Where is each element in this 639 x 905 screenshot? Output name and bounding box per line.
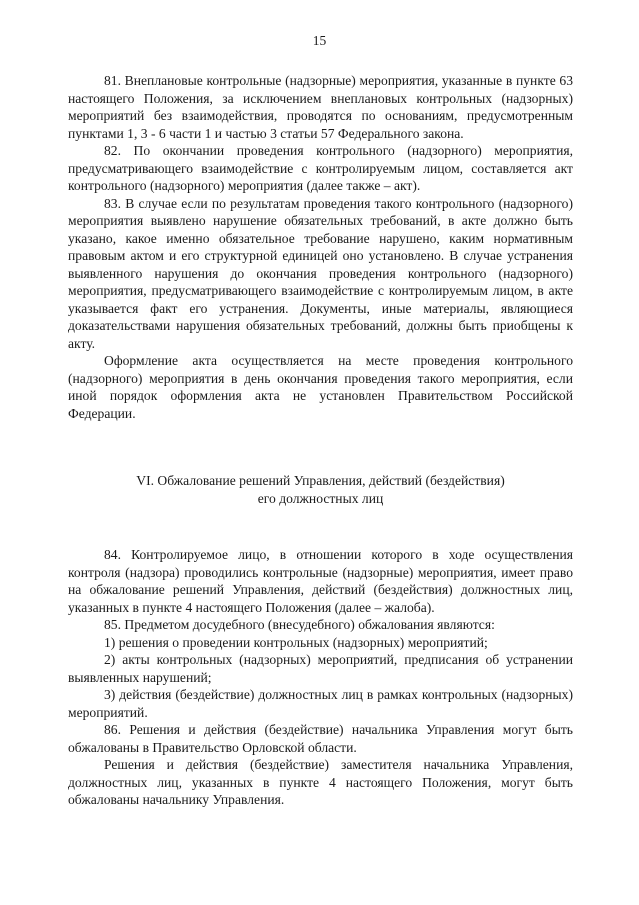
paragraph-83: 83. В случае если по результатам проведения такого контрольного (надзорного) мероприятия выявлено нарушение обязательных требований, в акте должно быть указано, какое именно обязательное требование нарушено, каким нормативным правовым актом и его структурной единицей оно установлено. В случае устранения выявленного нарушения до окончания проведения контрольного (надзорного) мероприятия, предусматривающего взаимодействие с контролируемым лицом, в акте указывается факт его устранения. Документы, иные материалы, являющиеся доказательствами нарушения обязательных требований, должны быть приобщены к акту. — [68, 195, 573, 351]
list-item-3: 3) действия (бездействие) должностных лиц в рамках контрольных (надзорных) мероприятий. — [68, 687, 573, 720]
paragraph-85: 85. Предметом досудебного (внесудебного) обжалования являются: — [104, 617, 495, 632]
paragraph-86: 86. Решения и действия (бездействие) начальника Управления могут быть обжалованы в Правительство Орловской области. — [68, 722, 573, 755]
paragraph-81: 81. Внеплановые контрольные (надзорные) мероприятия, указанные в пункте 63 настоящего Положения, за исключением внеплановых контрольных (надзорных) мероприятий без взаимодействия, проводятся по основаниям, предусмотренным пунктами 1, 3 - 6 части 1 и частью 3 статьи 57 Федерального закона. — [68, 73, 573, 141]
list-item-2: 2) акты контрольных (надзорных) мероприятий, предписания об устранении выявленных нарушений; — [68, 652, 573, 685]
text-block-bottom — [68, 546, 573, 809]
section-heading-line-2: его должностных лиц — [257, 490, 384, 506]
paragraph-deputy-appeal: Решения и действия (бездействие) заместителя начальника Управления, должностных лиц, указанных в пункте 4 настоящего Положения, могут быть обжалованы начальнику Управления. — [68, 757, 573, 807]
paragraph-84: 84. Контролируемое лицо, в отношении которого в ходе осуществления контроля (надзора) проводились контрольные (надзорные) мероприятия, имеет право на обжалование решений Управления, действий (бездействия) должностных лиц, указанных в пункте 4 настоящего Положения (далее – жалоба). — [68, 547, 573, 615]
section-heading — [68, 472, 573, 507]
page-number: 15 — [312, 33, 327, 48]
section-heading-line-1: VI. Обжалование решений Управления, действий (бездействия) — [136, 473, 505, 488]
list-item-1: 1) решения о проведении контрольных (надзорных) мероприятий; — [104, 634, 488, 650]
paragraph-act-registration: Оформление акта осуществляется на месте проведения контрольного (надзорного) мероприятия в день окончания проведения такого мероприятия, если иной порядок оформления акта не установлен Правительством Российской Федерации. — [68, 353, 573, 421]
text-block-top — [68, 72, 573, 422]
paragraph-82: 82. По окончании проведения контрольного (надзорного) мероприятия, предусматривающего взаимодействие с контролируемым лицом, составляется акт контрольного (надзорного) мероприятия (далее также – акт). — [68, 143, 573, 193]
